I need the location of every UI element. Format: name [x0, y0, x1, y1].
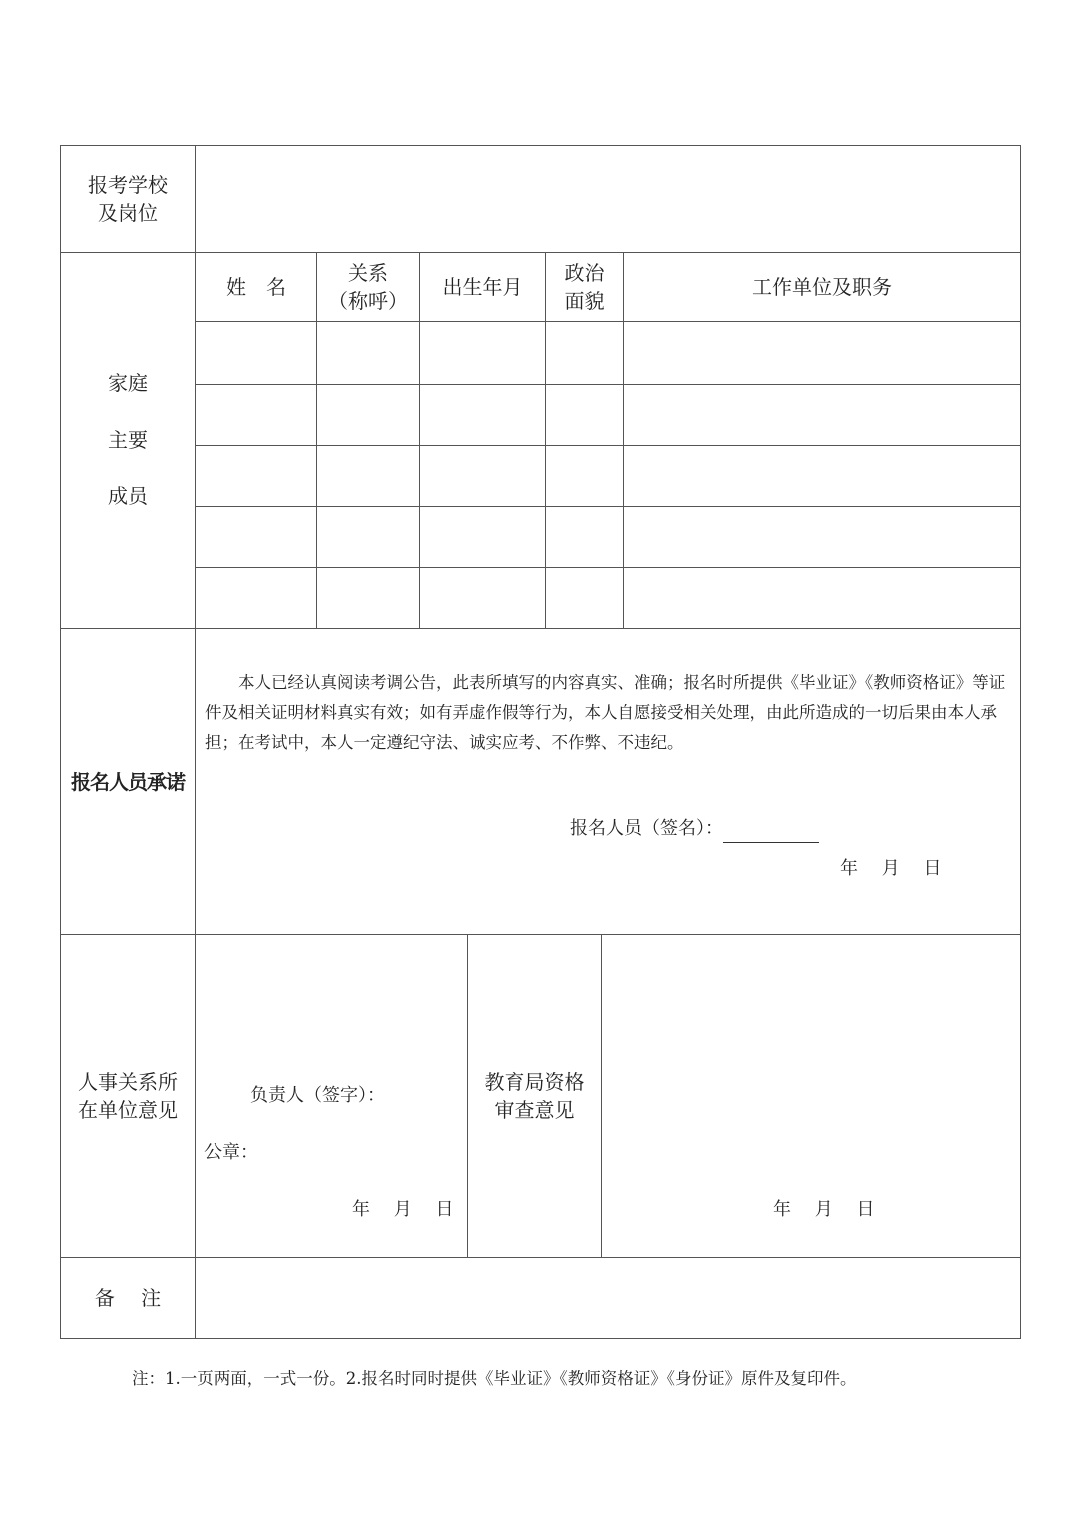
border-right [1020, 145, 1021, 1339]
column-header-political: 政治 面貌 [564, 261, 605, 313]
school-position-field[interactable] [196, 146, 1020, 252]
hr-seal-label: 公章： [204, 1142, 258, 1163]
family-row[interactable] [196, 322, 1020, 384]
pledge-label: 报名人员承诺 [71, 769, 185, 794]
column-header-name: 姓 名 [226, 275, 286, 299]
column-header-birth: 出生年月 [442, 275, 523, 299]
family-row[interactable] [196, 507, 1020, 567]
footnote: 注：1.一页两面，一式一份。2.报名时同时提供《毕业证》《教师资格证》《身份证》原件及复印件。 [132, 1369, 857, 1388]
hr-signer-label: 负责人（签字）： [250, 1085, 385, 1106]
family-row[interactable] [196, 446, 1020, 506]
pledge-date: 年 月 日 [840, 858, 942, 879]
pledge-signature [570, 815, 819, 843]
remarks-field[interactable] [196, 1258, 1020, 1338]
family-label-line1: 家庭 [108, 371, 148, 395]
pledge-signature-label: 报名人员（签名）： [570, 818, 723, 839]
hr-date: 年 月 日 [352, 1199, 454, 1220]
pledge-text: 本人已经认真阅读考调公告，此表所填写的内容真实、准确；报名时所提供《毕业证》《教师资格证》等证件及相关证明材料真实有效；如有弄虚作假等行为，本人自愿接受相关处理，由此所造成的一切后果由本人承担；在考试中，本人一定遵纪守法、诚实应考、不作弊、不违纪。 [205, 673, 1006, 752]
border-bottom [60, 1338, 1021, 1339]
divider-family [60, 628, 1021, 629]
family-row[interactable] [196, 385, 1020, 445]
divider-opinion-col2 [601, 934, 602, 1258]
family-label-line3: 成员 [108, 484, 148, 508]
family-label-line2: 主要 [108, 428, 148, 452]
remarks-label: 备 注 [94, 1286, 162, 1310]
edu-date: 年 月 日 [773, 1199, 875, 1220]
edu-opinion-label: 教育局资格 审查意见 [484, 1070, 585, 1122]
signature-line[interactable] [723, 822, 819, 843]
column-header-relation: 关系 （称呼） [328, 261, 408, 313]
school-position-label: 报考学校 及岗位 [88, 173, 168, 225]
family-row[interactable] [196, 568, 1020, 628]
column-header-workplace: 工作单位及职务 [752, 275, 892, 299]
hr-opinion-label: 人事关系所 在单位意见 [78, 1070, 178, 1122]
